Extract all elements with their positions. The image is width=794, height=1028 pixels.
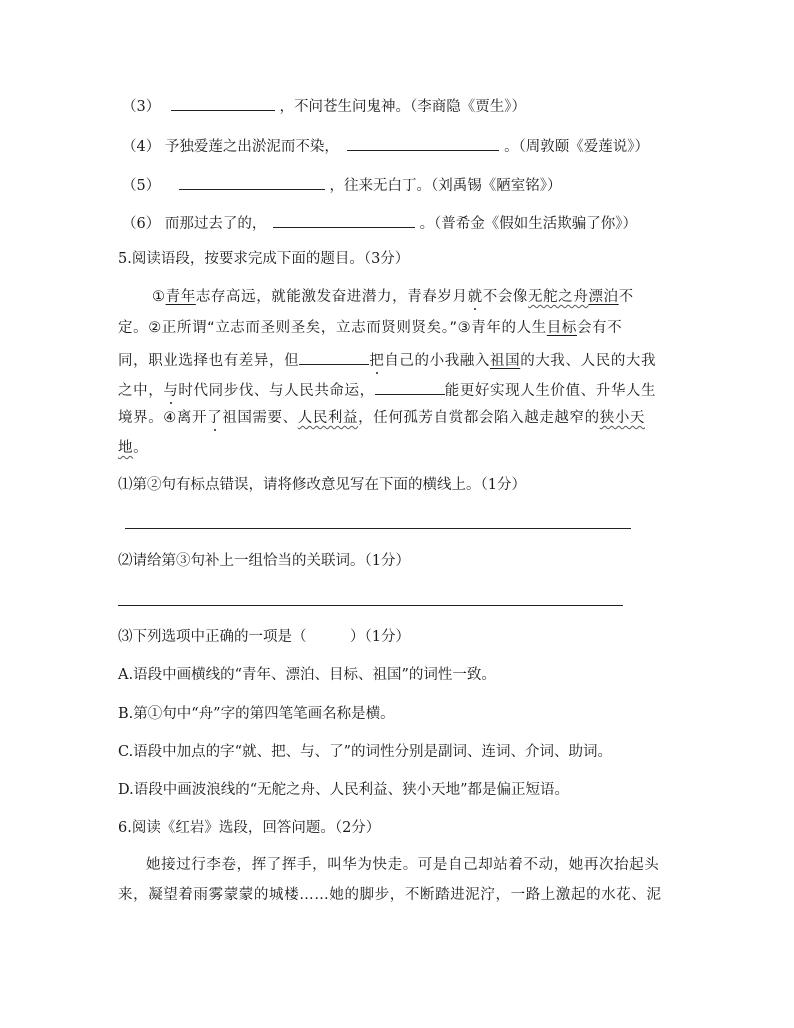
poem-item-5 xyxy=(122,173,561,196)
option-c[interactable]: C.语段中加点的字“就、把、与、了”的词性分别是副词、连词、介词、助词。 xyxy=(118,744,613,760)
option-d[interactable]: D.语段中画波浪线的“无舵之舟、人民利益、狭小天地”都是偏正短语。 xyxy=(118,782,570,798)
passage-text: 时代同步伐、与人民共命运， xyxy=(178,383,375,399)
passage-line-2 xyxy=(118,318,622,338)
item-number: （6） xyxy=(122,216,161,232)
passage-text: 志存高远，就能激发奋进潜力，青春岁月 xyxy=(195,289,468,305)
passage-text: 。 xyxy=(133,440,149,456)
poem-item-4 xyxy=(122,134,649,157)
wavy-phrase: 人民利益 xyxy=(297,410,359,426)
dotted-char: 了 xyxy=(207,410,223,426)
q6-passage-line-1: 她接过行李卷，挥了挥手，叫华为快走。可是自己却站着不动，她再次抬起头 xyxy=(146,857,660,873)
item-text: 予独爱莲之出淤泥而不染， xyxy=(164,139,339,155)
dotted-char: 就 xyxy=(467,289,483,305)
q5-sub3: ⑶下列选项中正确的一项是（ ）（1分） xyxy=(118,629,410,645)
passage-text: 自己的小我融入 xyxy=(384,353,491,369)
passage-text: 定。②正所谓“立志而圣则圣矣，立志而贤则贤矣。”③青年的人生 xyxy=(118,320,547,336)
item-text: ，往来无白丁。（刘禹锡《陋室铭》） xyxy=(329,178,562,194)
item-text: 而那过去了的， xyxy=(164,216,267,232)
answer-blank[interactable] xyxy=(347,134,499,151)
passage-line-3 xyxy=(118,348,656,371)
answer-line-2[interactable] xyxy=(118,605,623,606)
passage-line-5 xyxy=(118,408,645,428)
underlined-word: 目标 xyxy=(546,320,577,336)
item-text: ，不问苍生问鬼神。（李商隐《贾生》） xyxy=(279,99,526,115)
passage-text: 的大我、人民的大我 xyxy=(520,353,657,369)
item-number: （3） xyxy=(122,99,161,115)
wavy-phrase: 无舵之舟 xyxy=(528,289,589,305)
q6-passage-line-2: 来，凝望着雨雾蒙蒙的城楼……她的脚步，不断踏进泥泞，一路上激起的水花、泥 xyxy=(118,887,662,903)
passage-text: 会有不 xyxy=(576,320,623,336)
passage-text: 境界。④离开 xyxy=(118,410,208,426)
option-b[interactable]: B.第①句中“舟”字的第四笔笔画名称是横。 xyxy=(118,706,395,722)
dotted-char: 与 xyxy=(163,383,179,399)
underlined-word: 祖国 xyxy=(490,353,521,369)
question-6-title: 6.阅读《红岩》选段，回答问题。（2分） xyxy=(118,820,381,836)
answer-blank[interactable] xyxy=(179,173,325,190)
question-5-title: 5.阅读语段，按要求完成下面的题目。（3分） xyxy=(118,251,410,267)
passage-text: 之中， xyxy=(118,383,164,399)
item-number: （5） xyxy=(122,178,161,194)
answer-blank[interactable] xyxy=(171,94,275,111)
item-text: 。（周敦颐《爱莲说》） xyxy=(504,139,650,155)
q5-sub2: ⑵请给第③句补上一组恰当的关联词。（1分） xyxy=(118,553,410,569)
wavy-phrase: 狭小天 xyxy=(599,410,646,426)
item-number: （4） xyxy=(122,139,161,155)
passage-text: ，任何孤芳自赏都会陷入越走越窄的 xyxy=(358,410,600,426)
passage-line-1 xyxy=(152,287,634,307)
underlined-word: 青年 xyxy=(165,289,196,305)
poem-item-6 xyxy=(122,211,637,234)
option-a[interactable]: A.语段中画横线的“青年、漂泊、目标、祖国”的词性一致。 xyxy=(118,667,496,683)
passage-text: 不会像 xyxy=(482,289,529,305)
item-text: 。（普希金《假如生活欺骗了你》） xyxy=(419,216,638,232)
passage-text: 祖国需要、 xyxy=(222,410,298,426)
answer-blank[interactable] xyxy=(273,211,415,228)
answer-blank[interactable] xyxy=(299,348,369,365)
dotted-char: 把 xyxy=(369,353,385,369)
q5-sub1: ⑴第②句有标点错误，请将修改意见写在下面的横线上。（1分） xyxy=(118,477,526,493)
answer-blank[interactable] xyxy=(375,378,445,395)
passage-text: 能更好实现人生价值、升华人生 xyxy=(444,383,657,399)
answer-line-1[interactable] xyxy=(125,528,631,529)
underlined-word: 漂泊 xyxy=(588,289,619,305)
passage-line-4 xyxy=(118,378,656,401)
passage-text: ① xyxy=(152,289,166,305)
passage-text: 同，职业选择也有差异，但 xyxy=(118,353,300,369)
wavy-phrase: 地 xyxy=(118,440,134,456)
passage-line-6 xyxy=(118,438,148,458)
passage-text: 不 xyxy=(618,289,634,305)
poem-item-3 xyxy=(122,94,526,117)
